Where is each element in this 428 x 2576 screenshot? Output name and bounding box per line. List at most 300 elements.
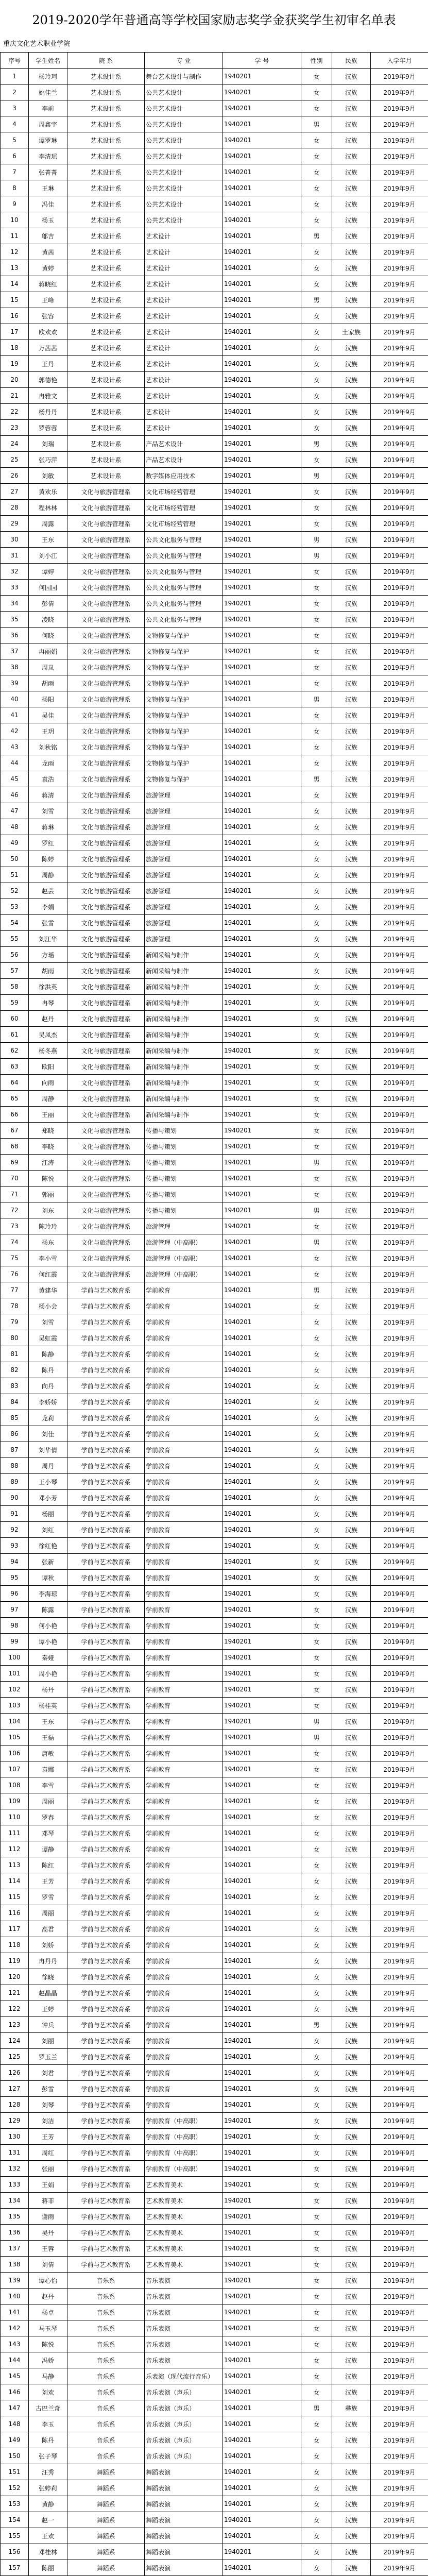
cell-gender: 女 bbox=[301, 1698, 332, 1714]
cell-enrollment: 2019年9月 bbox=[371, 659, 428, 675]
cell-gender: 女 bbox=[301, 1362, 332, 1378]
cell-enrollment: 2019年9月 bbox=[371, 148, 428, 164]
cell-ethnicity: 汉族 bbox=[332, 404, 371, 420]
cell-ethnicity: 汉族 bbox=[332, 564, 371, 580]
cell-department: 学前与艺术教育系 bbox=[67, 1682, 145, 1698]
cell-department: 艺术设计系 bbox=[67, 116, 145, 132]
cell-name: 张菁菁 bbox=[29, 164, 67, 180]
cell-gender: 男 bbox=[301, 292, 332, 308]
cell-gender: 女 bbox=[301, 1298, 332, 1314]
cell-index: 146 bbox=[1, 2384, 29, 2400]
cell-student-id: 1940201 bbox=[223, 1793, 301, 1809]
cell-department: 艺术设计系 bbox=[67, 228, 145, 244]
cell-enrollment: 2019年9月 bbox=[371, 1362, 428, 1378]
cell-enrollment: 2019年9月 bbox=[371, 835, 428, 851]
cell-index: 112 bbox=[1, 1841, 29, 1857]
cell-index: 33 bbox=[1, 580, 29, 596]
cell-student-id: 1940201 bbox=[223, 1666, 301, 1682]
cell-name: 杨东 bbox=[29, 1234, 67, 1250]
cell-name: 何红霞 bbox=[29, 1266, 67, 1282]
cell-enrollment: 2019年9月 bbox=[371, 1698, 428, 1714]
cell-gender: 女 bbox=[301, 1250, 332, 1266]
cell-index: 69 bbox=[1, 1155, 29, 1171]
cell-ethnicity: 汉族 bbox=[332, 1538, 371, 1554]
cell-gender: 男 bbox=[301, 2400, 332, 2416]
cell-ethnicity: 汉族 bbox=[332, 2129, 371, 2145]
cell-department: 学前与艺术教育系 bbox=[67, 1793, 145, 1809]
cell-department: 文化与旅游管理系 bbox=[67, 564, 145, 580]
cell-student-id: 1940201 bbox=[223, 548, 301, 564]
cell-major: 传播与策划 bbox=[145, 1139, 223, 1155]
cell-index: 10 bbox=[1, 212, 29, 228]
cell-gender: 女 bbox=[301, 612, 332, 628]
cell-major: 文物修复与保护 bbox=[145, 707, 223, 723]
cell-major: 旅游管理 bbox=[145, 883, 223, 899]
cell-student-id: 1940201 bbox=[223, 292, 301, 308]
cell-name: 欧阳 bbox=[29, 1059, 67, 1075]
cell-student-id: 1940201 bbox=[223, 2129, 301, 2145]
cell-name: 王玥 bbox=[29, 723, 67, 739]
cell-student-id: 1940201 bbox=[223, 2560, 301, 2576]
cell-enrollment: 2019年9月 bbox=[371, 1761, 428, 1777]
school-name: 重庆文化艺术职业学院 bbox=[3, 40, 71, 48]
cell-ethnicity: 汉族 bbox=[332, 2097, 371, 2113]
cell-enrollment: 2019年9月 bbox=[371, 164, 428, 180]
cell-name: 邓琴 bbox=[29, 1825, 67, 1841]
cell-ethnicity: 汉族 bbox=[332, 100, 371, 116]
cell-enrollment: 2019年9月 bbox=[371, 1234, 428, 1250]
cell-name: 罗蓉蓉 bbox=[29, 420, 67, 436]
cell-department: 音乐系 bbox=[67, 2352, 145, 2368]
table-row bbox=[1, 1091, 428, 1107]
table-row bbox=[1, 1937, 428, 1953]
cell-student-id: 1940201 bbox=[223, 1362, 301, 1378]
cell-enrollment: 2019年9月 bbox=[371, 1937, 428, 1953]
cell-ethnicity: 汉族 bbox=[332, 1218, 371, 1234]
cell-major: 学前教育 bbox=[145, 1905, 223, 1921]
cell-gender: 女 bbox=[301, 2209, 332, 2225]
cell-department: 音乐系 bbox=[67, 2400, 145, 2416]
cell-department: 文化与旅游管理系 bbox=[67, 691, 145, 707]
table-row bbox=[1, 324, 428, 340]
cell-enrollment: 2019年9月 bbox=[371, 1522, 428, 1538]
cell-enrollment: 2019年9月 bbox=[371, 1857, 428, 1873]
cell-ethnicity: 汉族 bbox=[332, 915, 371, 931]
cell-ethnicity: 汉族 bbox=[332, 2049, 371, 2065]
cell-gender: 女 bbox=[301, 372, 332, 388]
col-header-enrollment: 入学年月 bbox=[371, 53, 428, 69]
cell-department: 学前与艺术教育系 bbox=[67, 1873, 145, 1889]
cell-major: 旅游管理 bbox=[145, 835, 223, 851]
cell-ethnicity: 汉族 bbox=[332, 228, 371, 244]
cell-major: 文物修复与保护 bbox=[145, 691, 223, 707]
cell-index: 142 bbox=[1, 2320, 29, 2336]
cell-department: 学前与艺术教育系 bbox=[67, 1490, 145, 1506]
table-header-row bbox=[1, 53, 428, 69]
cell-student-id: 1940201 bbox=[223, 2544, 301, 2560]
cell-ethnicity: 汉族 bbox=[332, 2193, 371, 2209]
cell-student-id: 1940201 bbox=[223, 1777, 301, 1793]
cell-gender: 男 bbox=[301, 1155, 332, 1171]
cell-gender: 男 bbox=[301, 1730, 332, 1745]
cell-major: 传播与策划 bbox=[145, 1123, 223, 1139]
cell-student-id: 1940201 bbox=[223, 372, 301, 388]
cell-department: 学前与艺术教育系 bbox=[67, 2113, 145, 2129]
cell-student-id: 1940201 bbox=[223, 468, 301, 484]
table-row bbox=[1, 995, 428, 1011]
cell-name: 欧欢欢 bbox=[29, 324, 67, 340]
cell-index: 127 bbox=[1, 2081, 29, 2097]
cell-major: 舞蹈表演 bbox=[145, 2560, 223, 2576]
cell-ethnicity: 汉族 bbox=[332, 947, 371, 963]
cell-department: 文化与旅游管理系 bbox=[67, 675, 145, 691]
table-row bbox=[1, 2336, 428, 2352]
cell-gender: 女 bbox=[301, 2161, 332, 2177]
cell-index: 4 bbox=[1, 116, 29, 132]
cell-ethnicity: 汉族 bbox=[332, 1394, 371, 1410]
cell-major: 艺术设计 bbox=[145, 404, 223, 420]
cell-ethnicity: 土家族 bbox=[332, 324, 371, 340]
cell-enrollment: 2019年9月 bbox=[371, 1330, 428, 1346]
cell-index: 141 bbox=[1, 2304, 29, 2320]
cell-major: 学前教育（中高职） bbox=[145, 2161, 223, 2177]
table-row bbox=[1, 132, 428, 148]
cell-ethnicity: 汉族 bbox=[332, 1937, 371, 1953]
cell-department: 舞蹈系 bbox=[67, 2464, 145, 2480]
cell-index: 93 bbox=[1, 1538, 29, 1554]
table-row bbox=[1, 2001, 428, 2017]
cell-index: 70 bbox=[1, 1171, 29, 1187]
cell-index: 50 bbox=[1, 851, 29, 867]
cell-ethnicity: 汉族 bbox=[332, 1458, 371, 1474]
cell-enrollment: 2019年9月 bbox=[371, 867, 428, 883]
cell-enrollment: 2019年9月 bbox=[371, 1905, 428, 1921]
cell-name: 张容 bbox=[29, 308, 67, 324]
cell-name: 黄静 bbox=[29, 2496, 67, 2512]
table-row bbox=[1, 1793, 428, 1809]
cell-department: 文化与旅游管理系 bbox=[67, 596, 145, 612]
cell-index: 99 bbox=[1, 1634, 29, 1650]
table-row bbox=[1, 1825, 428, 1841]
cell-enrollment: 2019年9月 bbox=[371, 1123, 428, 1139]
table-row bbox=[1, 2081, 428, 2097]
cell-enrollment: 2019年9月 bbox=[371, 2432, 428, 2448]
cell-enrollment: 2019年9月 bbox=[371, 1666, 428, 1682]
table-row bbox=[1, 1857, 428, 1873]
cell-index: 149 bbox=[1, 2432, 29, 2448]
cell-index: 34 bbox=[1, 596, 29, 612]
cell-ethnicity: 汉族 bbox=[332, 2081, 371, 2097]
cell-student-id: 1940201 bbox=[223, 1730, 301, 1745]
table-row bbox=[1, 819, 428, 835]
cell-index: 5 bbox=[1, 132, 29, 148]
cell-gender: 女 bbox=[301, 1123, 332, 1139]
cell-enrollment: 2019年9月 bbox=[371, 1266, 428, 1282]
col-header-name: 学生姓名 bbox=[29, 53, 67, 69]
cell-index: 81 bbox=[1, 1346, 29, 1362]
cell-student-id: 1940201 bbox=[223, 1602, 301, 1618]
cell-student-id: 1940201 bbox=[223, 2017, 301, 2033]
cell-ethnicity: 汉族 bbox=[332, 1618, 371, 1634]
cell-enrollment: 2019年9月 bbox=[371, 2416, 428, 2432]
cell-index: 26 bbox=[1, 468, 29, 484]
cell-name: 张巧萍 bbox=[29, 452, 67, 468]
cell-ethnicity: 汉族 bbox=[332, 2464, 371, 2480]
cell-name: 周静 bbox=[29, 867, 67, 883]
cell-student-id: 1940201 bbox=[223, 819, 301, 835]
cell-ethnicity: 汉族 bbox=[332, 1346, 371, 1362]
cell-ethnicity: 汉族 bbox=[332, 372, 371, 388]
cell-major: 新闻采编与制作 bbox=[145, 1043, 223, 1059]
cell-index: 7 bbox=[1, 164, 29, 180]
cell-major: 新闻采编与制作 bbox=[145, 1027, 223, 1043]
table-row bbox=[1, 2145, 428, 2161]
cell-major: 新闻采编与制作 bbox=[145, 1059, 223, 1075]
cell-student-id: 1940201 bbox=[223, 1011, 301, 1027]
cell-major: 学前教育 bbox=[145, 1282, 223, 1298]
cell-index: 8 bbox=[1, 180, 29, 196]
cell-enrollment: 2019年9月 bbox=[371, 1602, 428, 1618]
cell-name: 张婷莉 bbox=[29, 2480, 67, 2496]
table-row bbox=[1, 1650, 428, 1666]
cell-department: 文化与旅游管理系 bbox=[67, 1091, 145, 1107]
cell-student-id: 1940201 bbox=[223, 1123, 301, 1139]
cell-ethnicity: 汉族 bbox=[332, 1027, 371, 1043]
table-row bbox=[1, 1282, 428, 1298]
cell-major: 艺术设计 bbox=[145, 260, 223, 276]
cell-student-id: 1940201 bbox=[223, 1314, 301, 1330]
cell-index: 54 bbox=[1, 915, 29, 931]
cell-ethnicity: 汉族 bbox=[332, 612, 371, 628]
cell-ethnicity: 汉族 bbox=[332, 659, 371, 675]
cell-department: 文化与旅游管理系 bbox=[67, 628, 145, 643]
cell-major: 音乐表演 bbox=[145, 2273, 223, 2289]
cell-enrollment: 2019年9月 bbox=[371, 2257, 428, 2273]
cell-enrollment: 2019年9月 bbox=[371, 1075, 428, 1091]
cell-index: 155 bbox=[1, 2528, 29, 2544]
cell-student-id: 1940201 bbox=[223, 244, 301, 260]
cell-student-id: 1940201 bbox=[223, 308, 301, 324]
table-row bbox=[1, 1410, 428, 1426]
cell-ethnicity: 汉族 bbox=[332, 468, 371, 484]
cell-department: 文化与旅游管理系 bbox=[67, 1171, 145, 1187]
cell-major: 音乐表演 bbox=[145, 2304, 223, 2320]
cell-major: 新闻采编与制作 bbox=[145, 1011, 223, 1027]
cell-student-id: 1940201 bbox=[223, 100, 301, 116]
cell-student-id: 1940201 bbox=[223, 1873, 301, 1889]
cell-name: 杨冬燕 bbox=[29, 1043, 67, 1059]
cell-department: 艺术设计系 bbox=[67, 196, 145, 212]
cell-gender: 女 bbox=[301, 819, 332, 835]
cell-major: 文物修复与保护 bbox=[145, 659, 223, 675]
cell-ethnicity: 汉族 bbox=[332, 1554, 371, 1570]
cell-ethnicity: 汉族 bbox=[332, 1043, 371, 1059]
cell-enrollment: 2019年9月 bbox=[371, 2304, 428, 2320]
cell-gender: 女 bbox=[301, 164, 332, 180]
cell-gender: 女 bbox=[301, 1314, 332, 1330]
cell-department: 文化与旅游管理系 bbox=[67, 947, 145, 963]
cell-ethnicity: 汉族 bbox=[332, 1410, 371, 1426]
cell-enrollment: 2019年9月 bbox=[371, 388, 428, 404]
cell-gender: 女 bbox=[301, 244, 332, 260]
table-row bbox=[1, 1075, 428, 1091]
cell-student-id: 1940201 bbox=[223, 1171, 301, 1187]
cell-gender: 男 bbox=[301, 691, 332, 707]
cell-ethnicity: 汉族 bbox=[332, 1953, 371, 1969]
cell-enrollment: 2019年9月 bbox=[371, 1011, 428, 1027]
cell-enrollment: 2019年9月 bbox=[371, 484, 428, 500]
cell-ethnicity: 汉族 bbox=[332, 1969, 371, 1985]
cell-ethnicity: 汉族 bbox=[332, 691, 371, 707]
cell-name: 周岚 bbox=[29, 659, 67, 675]
cell-index: 102 bbox=[1, 1682, 29, 1698]
cell-name: 刘丽 bbox=[29, 2033, 67, 2049]
cell-index: 148 bbox=[1, 2416, 29, 2432]
cell-major: 学前教育 bbox=[145, 1362, 223, 1378]
cell-gender: 女 bbox=[301, 500, 332, 516]
cell-student-id: 1940201 bbox=[223, 739, 301, 755]
table-row bbox=[1, 628, 428, 643]
cell-name: 陈丽 bbox=[29, 2560, 67, 2576]
cell-major: 学前教育（中高职） bbox=[145, 2113, 223, 2129]
cell-enrollment: 2019年9月 bbox=[371, 436, 428, 452]
cell-ethnicity: 汉族 bbox=[332, 516, 371, 532]
cell-major: 旅游管理 bbox=[145, 867, 223, 883]
cell-name: 罗雪 bbox=[29, 1889, 67, 1905]
cell-name: 杨卓 bbox=[29, 2304, 67, 2320]
cell-enrollment: 2019年9月 bbox=[371, 1107, 428, 1123]
cell-gender: 女 bbox=[301, 2448, 332, 2464]
cell-enrollment: 2019年9月 bbox=[371, 2368, 428, 2384]
col-header-ethnicity: 民族 bbox=[332, 53, 371, 69]
cell-major: 旅游管理 bbox=[145, 851, 223, 867]
cell-major: 艺术教育美术 bbox=[145, 2225, 223, 2241]
cell-student-id: 1940201 bbox=[223, 2081, 301, 2097]
cell-name: 郭丽 bbox=[29, 1187, 67, 1202]
cell-index: 3 bbox=[1, 100, 29, 116]
cell-ethnicity: 汉族 bbox=[332, 1091, 371, 1107]
cell-department: 文化与旅游管理系 bbox=[67, 659, 145, 675]
cell-enrollment: 2019年9月 bbox=[371, 2049, 428, 2065]
cell-student-id: 1940201 bbox=[223, 2193, 301, 2209]
cell-name: 向丹 bbox=[29, 1378, 67, 1394]
cell-major: 艺术设计 bbox=[145, 372, 223, 388]
cell-major: 学前教育 bbox=[145, 1777, 223, 1793]
table-row bbox=[1, 1745, 428, 1761]
cell-gender: 女 bbox=[301, 1634, 332, 1650]
cell-student-id: 1940201 bbox=[223, 931, 301, 947]
cell-enrollment: 2019年9月 bbox=[371, 1298, 428, 1314]
cell-major: 产品艺术设计 bbox=[145, 436, 223, 452]
cell-gender: 女 bbox=[301, 2145, 332, 2161]
cell-index: 49 bbox=[1, 835, 29, 851]
cell-name: 刘瑞 bbox=[29, 436, 67, 452]
table-row bbox=[1, 2432, 428, 2448]
cell-department: 学前与艺术教育系 bbox=[67, 2097, 145, 2113]
cell-gender: 女 bbox=[301, 867, 332, 883]
cell-ethnicity: 汉族 bbox=[332, 452, 371, 468]
cell-ethnicity: 汉族 bbox=[332, 1330, 371, 1346]
cell-major: 旅游管理 bbox=[145, 931, 223, 947]
cell-student-id: 1940201 bbox=[223, 2049, 301, 2065]
table-row bbox=[1, 1698, 428, 1714]
cell-student-id: 1940201 bbox=[223, 2448, 301, 2464]
table-row bbox=[1, 1969, 428, 1985]
table-row bbox=[1, 739, 428, 755]
cell-department: 学前与艺术教育系 bbox=[67, 1666, 145, 1682]
cell-ethnicity: 汉族 bbox=[332, 196, 371, 212]
cell-ethnicity: 汉族 bbox=[332, 1490, 371, 1506]
cell-major: 新闻采编与制作 bbox=[145, 947, 223, 963]
cell-name: 刘娇 bbox=[29, 1937, 67, 1953]
cell-name: 黄婷 bbox=[29, 260, 67, 276]
cell-name: 黄茜 bbox=[29, 244, 67, 260]
cell-index: 125 bbox=[1, 2049, 29, 2065]
cell-student-id: 1940201 bbox=[223, 116, 301, 132]
cell-department: 舞蹈系 bbox=[67, 2512, 145, 2528]
cell-department: 学前与艺术教育系 bbox=[67, 1442, 145, 1458]
table-row bbox=[1, 1586, 428, 1602]
cell-major: 文物修复与保护 bbox=[145, 771, 223, 787]
table-row bbox=[1, 2241, 428, 2257]
cell-gender: 女 bbox=[301, 1171, 332, 1187]
cell-index: 51 bbox=[1, 867, 29, 883]
cell-major: 公共艺术设计 bbox=[145, 212, 223, 228]
cell-name: 李雪 bbox=[29, 1777, 67, 1793]
cell-ethnicity: 汉族 bbox=[332, 148, 371, 164]
cell-enrollment: 2019年9月 bbox=[371, 787, 428, 803]
table-row bbox=[1, 548, 428, 564]
cell-major: 文物修复与保护 bbox=[145, 643, 223, 659]
cell-student-id: 1940201 bbox=[223, 2368, 301, 2384]
cell-department: 文化与旅游管理系 bbox=[67, 995, 145, 1011]
table-row bbox=[1, 2065, 428, 2081]
cell-department: 学前与艺术教育系 bbox=[67, 2257, 145, 2273]
cell-department: 文化与旅游管理系 bbox=[67, 500, 145, 516]
cell-department: 学前与艺术教育系 bbox=[67, 1410, 145, 1426]
cell-index: 78 bbox=[1, 1298, 29, 1314]
cell-name: 万茜茜 bbox=[29, 340, 67, 356]
cell-index: 135 bbox=[1, 2209, 29, 2225]
cell-index: 132 bbox=[1, 2161, 29, 2177]
cell-name: 李海琼 bbox=[29, 1586, 67, 1602]
cell-enrollment: 2019年9月 bbox=[371, 1650, 428, 1666]
cell-department: 学前与艺术教育系 bbox=[67, 1698, 145, 1714]
cell-student-id: 1940201 bbox=[223, 2320, 301, 2336]
table-row bbox=[1, 1330, 428, 1346]
cell-department: 学前与艺术教育系 bbox=[67, 1586, 145, 1602]
cell-department: 学前与艺术教育系 bbox=[67, 1745, 145, 1761]
cell-gender: 女 bbox=[301, 643, 332, 659]
cell-student-id: 1940201 bbox=[223, 803, 301, 819]
cell-name: 谢雨 bbox=[29, 2209, 67, 2225]
cell-name: 彭雪 bbox=[29, 2081, 67, 2097]
table-row bbox=[1, 436, 428, 452]
cell-gender: 女 bbox=[301, 2001, 332, 2017]
cell-enrollment: 2019年9月 bbox=[371, 1426, 428, 1442]
cell-gender: 女 bbox=[301, 1059, 332, 1075]
cell-enrollment: 2019年9月 bbox=[371, 675, 428, 691]
cell-ethnicity: 汉族 bbox=[332, 2145, 371, 2161]
cell-index: 123 bbox=[1, 2017, 29, 2033]
cell-name: 吴佳 bbox=[29, 707, 67, 723]
cell-ethnicity: 汉族 bbox=[332, 1474, 371, 1490]
cell-student-id: 1940201 bbox=[223, 2065, 301, 2081]
table-row bbox=[1, 1634, 428, 1650]
table-row bbox=[1, 2193, 428, 2209]
cell-department: 音乐系 bbox=[67, 2384, 145, 2400]
cell-department: 文化与旅游管理系 bbox=[67, 1123, 145, 1139]
